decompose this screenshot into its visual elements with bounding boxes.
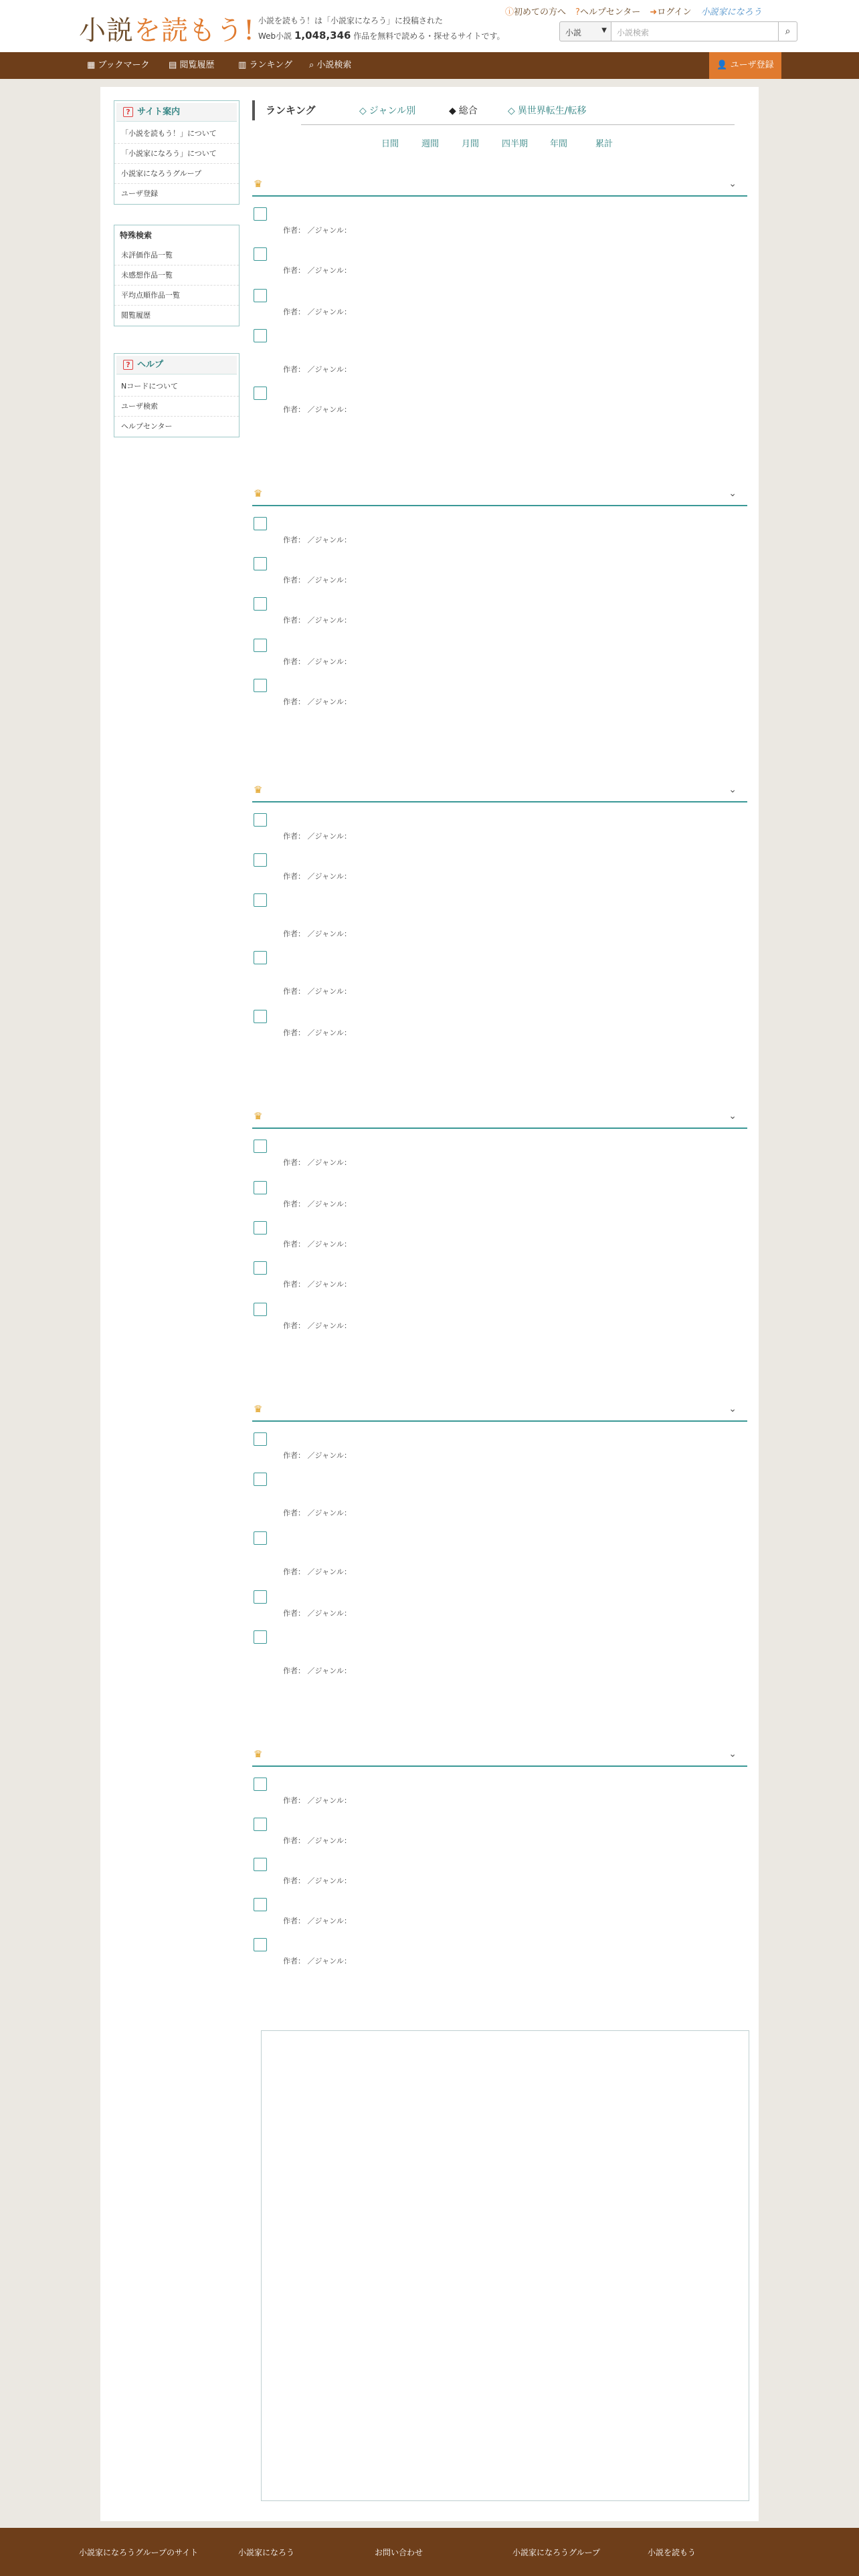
genre-label: ／ジャンル： (307, 405, 352, 414)
site-tagline: 小説を読もう！は「小説家になろう」に投稿された (258, 16, 444, 25)
author-label: 作者： (283, 1158, 305, 1167)
ranking-section-monthly (252, 780, 747, 1073)
rank-number (254, 247, 267, 261)
novel-meta (283, 1450, 351, 1461)
sidebar-feature-title: 特殊検索 (120, 231, 153, 240)
rank-number (254, 1590, 267, 1604)
sidebar-item[interactable]: ユーザ登録 (121, 189, 158, 198)
login-icon: ➜ (650, 7, 658, 17)
genre-label: ／ジャンル： (307, 832, 352, 841)
rank-number (254, 1630, 267, 1644)
nav-history[interactable]: ▤ 閲覧履歴 (169, 60, 215, 70)
crown-icon: ♛ (254, 1110, 263, 1122)
author-label: 作者： (283, 1240, 305, 1249)
novel-meta (283, 265, 351, 276)
genre-label: ／ジャンル： (307, 657, 352, 666)
author-label: 作者： (283, 1667, 305, 1675)
rank-number (254, 679, 267, 692)
novel-count: 1,048,346 (294, 29, 351, 41)
rank-number (254, 1181, 267, 1194)
genre-label: ／ジャンル： (307, 1568, 352, 1576)
ranking-notes (261, 2030, 749, 2501)
site-count-line: Web小説 1,048,346 作品を無料で読める・探せるサイトです。 (258, 29, 505, 41)
author-label: 作者： (283, 1836, 305, 1845)
genre-label: ／ジャンル： (307, 1957, 352, 1965)
rank-number (254, 1221, 267, 1235)
sidebar-site-guide (114, 100, 240, 205)
nav-ranking[interactable]: ▥ ランキング (238, 60, 293, 70)
chevron-down-icon[interactable]: ⌄ (729, 1749, 737, 1759)
author-label: 作者： (283, 1796, 305, 1805)
genre-label: ／ジャンル： (307, 1876, 352, 1885)
novel-meta (283, 1608, 351, 1618)
novel-meta (283, 1157, 351, 1168)
rank-number (254, 813, 267, 827)
novel-meta (283, 1665, 351, 1676)
rank-number (254, 1473, 267, 1486)
author-label: 作者： (283, 1568, 305, 1576)
novel-meta (283, 225, 351, 235)
tab-overall[interactable]: ◆ 総合 (449, 106, 478, 116)
novel-meta (283, 1835, 351, 1846)
rank-number (254, 951, 267, 964)
rank-number (254, 1531, 267, 1545)
section-header[interactable] (252, 174, 747, 197)
author-label: 作者： (283, 1917, 305, 1925)
genre-label: ／ジャンル： (307, 616, 352, 625)
sidebar-help-title: ? ヘルプ (116, 356, 237, 374)
author-label: 作者： (283, 536, 305, 544)
bookmark-icon: ▦ (87, 60, 96, 70)
section-header[interactable] (252, 1399, 747, 1422)
novel-meta (283, 1795, 351, 1806)
author-label: 作者： (283, 576, 305, 584)
novel-meta (283, 696, 351, 707)
chevron-down-icon[interactable]: ⌄ (729, 1404, 737, 1414)
rank-number (254, 557, 267, 570)
genre-label: ／ジャンル： (307, 1280, 352, 1289)
rank-number (254, 387, 267, 400)
ranking-section-total (252, 1744, 747, 2001)
rank-number (254, 1140, 267, 1153)
genre-label: ／ジャンル： (307, 1836, 352, 1845)
footer-link[interactable]: 小説家になろう (238, 2548, 295, 2557)
novel-meta (283, 1915, 351, 1926)
first-visit-link[interactable]: ⓘ初めての方へ (505, 7, 567, 17)
footer-link[interactable]: 小説家になろうグループ (512, 2548, 601, 2557)
novel-meta (283, 615, 351, 625)
period-tab-total[interactable]: 累計 (595, 139, 613, 149)
period-tab-monthly[interactable]: 月間 (462, 139, 480, 149)
rank-number (254, 1858, 267, 1871)
chevron-down-icon[interactable]: ⌄ (729, 179, 737, 189)
author-label: 作者： (283, 697, 305, 706)
rank-number (254, 1010, 267, 1023)
author-label: 作者： (283, 657, 305, 666)
search-type-select[interactable]: 小説 ▼ (559, 21, 611, 41)
ranking-section-weekly (252, 484, 747, 740)
rank-number (254, 207, 267, 221)
rank-number (254, 1778, 267, 1791)
novel-meta (283, 871, 351, 881)
novel-meta (283, 928, 351, 939)
sidebar-item[interactable]: ヘルプセンター (121, 422, 173, 431)
sidebar-item[interactable]: 「小説を読もう！」について (114, 124, 239, 144)
main-nav (0, 52, 859, 79)
sidebar-special-search (114, 225, 240, 326)
rank-number (254, 329, 267, 342)
sidebar-item[interactable]: 平均点順作品一覧 (114, 286, 239, 306)
period-tab-weekly[interactable]: 週間 (421, 139, 440, 149)
genre-label: ／ジャンル： (307, 365, 352, 374)
sidebar-item[interactable]: 未感想作品一覧 (114, 265, 239, 286)
sidebar-item[interactable]: 閲覧履歴 (121, 311, 151, 320)
search-icon: ⌕ (785, 26, 791, 37)
novel-meta (283, 1279, 351, 1289)
author-label: 作者： (283, 1451, 305, 1460)
diamond-outline-icon: ◇ (359, 106, 367, 116)
crown-icon: ♛ (254, 784, 263, 796)
novel-meta (283, 1027, 351, 1038)
author-label: 作者： (283, 987, 305, 996)
sidebar-item[interactable]: 小説家になろうグループ (114, 164, 239, 184)
period-tab-daily[interactable]: 日間 (381, 139, 399, 149)
crown-icon: ♛ (254, 1748, 263, 1760)
sidebar-help (114, 353, 240, 437)
genre-label: ／ジャンル： (307, 1240, 352, 1249)
rank-number (254, 289, 267, 302)
author-label: 作者： (283, 1200, 305, 1208)
question-icon: ? (575, 7, 580, 17)
novel-meta (283, 534, 351, 545)
author-label: 作者： (283, 365, 305, 374)
rank-number (254, 1898, 267, 1911)
narou-logo-link[interactable]: 小説家になろう (700, 7, 762, 17)
section-header[interactable] (252, 780, 747, 802)
author-label: 作者： (283, 1957, 305, 1965)
genre-label: ／ジャンル： (307, 1917, 352, 1925)
author-label: 作者： (283, 1321, 305, 1330)
site-logo[interactable]: 小説を読もう! (79, 15, 256, 46)
ranking-section-daily (252, 174, 747, 452)
chevron-down-icon[interactable]: ⌄ (729, 1111, 737, 1121)
chevron-down-icon: ▼ (601, 27, 607, 34)
search-icon: ⌕ (309, 60, 314, 70)
novel-meta (283, 1955, 351, 1966)
site-header (0, 0, 859, 52)
chevron-down-icon[interactable]: ⌄ (729, 784, 737, 795)
search-button[interactable] (779, 21, 797, 41)
question-icon: ? (123, 107, 133, 117)
footer-link[interactable]: お問い合わせ (375, 2548, 423, 2557)
genre-label: ／ジャンル： (307, 1796, 352, 1805)
genre-label: ／ジャンル： (307, 226, 352, 235)
sidebar-item[interactable]: Nコードについて (114, 377, 239, 397)
rank-number (254, 1818, 267, 1831)
genre-label: ／ジャンル： (307, 1200, 352, 1208)
page-title: ランキング (266, 104, 316, 116)
history-icon: ▤ (169, 60, 177, 70)
genre-label: ／ジャンル： (307, 1609, 352, 1618)
user-icon: 👤 (717, 60, 728, 70)
crown-icon: ♛ (254, 488, 263, 500)
genre-label: ／ジャンル： (307, 1158, 352, 1167)
ranking-header (252, 100, 744, 120)
nav-register-button[interactable]: 👤 ユーザ登録 (709, 52, 781, 79)
genre-label: ／ジャンル： (307, 1321, 352, 1330)
rank-number (254, 597, 267, 611)
genre-label: ／ジャンル： (307, 697, 352, 706)
novel-meta (283, 1875, 351, 1886)
section-header[interactable] (252, 1744, 747, 1767)
ranking-section-yearly (252, 1399, 747, 1705)
rank-number (254, 517, 267, 530)
help-center-link[interactable]: ?ヘルプセンター (575, 7, 641, 17)
chevron-down-icon[interactable]: ⌄ (729, 488, 737, 499)
question-icon: ? (123, 360, 133, 370)
novel-meta (283, 404, 351, 415)
tab-isekai[interactable]: ◇ 異世界転生/転移 (508, 106, 587, 116)
login-link[interactable]: ➜ログイン (650, 7, 692, 17)
author-label: 作者： (283, 832, 305, 841)
author-label: 作者： (283, 266, 305, 275)
genre-label: ／ジャンル： (307, 1509, 352, 1517)
info-icon: ⓘ (505, 7, 514, 17)
author-label: 作者： (283, 616, 305, 625)
nav-bookmark[interactable]: ▦ ブックマーク (87, 60, 150, 70)
author-label: 作者： (283, 308, 305, 316)
novel-meta (283, 986, 351, 996)
novel-meta (283, 306, 351, 317)
period-tab-yearly[interactable]: 年間 (550, 139, 568, 149)
novel-meta (283, 574, 351, 585)
rank-number (254, 1261, 267, 1275)
genre-label: ／ジャンル： (307, 536, 352, 544)
rank-number (254, 853, 267, 867)
author-label: 作者： (283, 930, 305, 938)
search-bar (559, 21, 797, 41)
novel-meta (283, 1507, 351, 1518)
footer-link[interactable]: 小説を読もう (648, 2548, 696, 2557)
ranking-section-quarterly (252, 1106, 747, 1367)
author-label: 作者： (283, 405, 305, 414)
sidebar-guide-title: ? サイト案内 (116, 103, 237, 122)
novel-meta (283, 1566, 351, 1577)
genre-label: ／ジャンル： (307, 308, 352, 316)
sidebar-item[interactable]: ユーザ検索 (114, 397, 239, 417)
tab-divider (301, 124, 735, 125)
sidebar-item[interactable]: 「小説家になろう」について (114, 144, 239, 164)
crown-icon: ♛ (254, 178, 263, 190)
genre-label: ／ジャンル： (307, 266, 352, 275)
novel-meta (283, 1320, 351, 1331)
genre-label: ／ジャンル： (307, 1029, 352, 1037)
author-label: 作者： (283, 1876, 305, 1885)
crown-icon: ♛ (254, 1403, 263, 1415)
rank-number (254, 1432, 267, 1446)
rank-number (254, 893, 267, 907)
diamond-filled-icon: ◆ (449, 106, 456, 116)
diamond-outline-icon: ◇ (508, 106, 515, 116)
site-footer (0, 2528, 859, 2576)
content-wrapper (100, 87, 759, 2521)
genre-label: ／ジャンル： (307, 576, 352, 584)
author-label: 作者： (283, 1280, 305, 1289)
rank-number (254, 1938, 267, 1951)
author-label: 作者： (283, 226, 305, 235)
novel-meta (283, 1198, 351, 1209)
author-label: 作者： (283, 872, 305, 881)
search-input[interactable]: 小説検索 (611, 21, 779, 41)
novel-meta (283, 831, 351, 841)
author-label: 作者： (283, 1609, 305, 1618)
period-tab-quarterly[interactable]: 四半期 (502, 139, 529, 149)
novel-meta (283, 364, 351, 374)
footer-link[interactable]: 小説家になろうグループのサイト (79, 2548, 199, 2557)
author-label: 作者： (283, 1029, 305, 1037)
ranking-icon: ▥ (238, 60, 247, 70)
genre-label: ／ジャンル： (307, 1451, 352, 1460)
sidebar-item[interactable]: 未評価作品一覧 (114, 245, 239, 265)
section-header[interactable] (252, 1106, 747, 1129)
novel-meta (283, 656, 351, 667)
genre-label: ／ジャンル： (307, 872, 352, 881)
rank-number (254, 639, 267, 652)
novel-meta (283, 1239, 351, 1249)
section-header[interactable] (252, 484, 747, 506)
tab-genre[interactable]: ◇ ジャンル別 (359, 106, 416, 116)
genre-label: ／ジャンル： (307, 987, 352, 996)
genre-label: ／ジャンル： (307, 1667, 352, 1675)
author-label: 作者： (283, 1509, 305, 1517)
rank-number (254, 1303, 267, 1316)
genre-label: ／ジャンル： (307, 930, 352, 938)
nav-search[interactable]: ⌕ 小説検索 (309, 60, 352, 70)
